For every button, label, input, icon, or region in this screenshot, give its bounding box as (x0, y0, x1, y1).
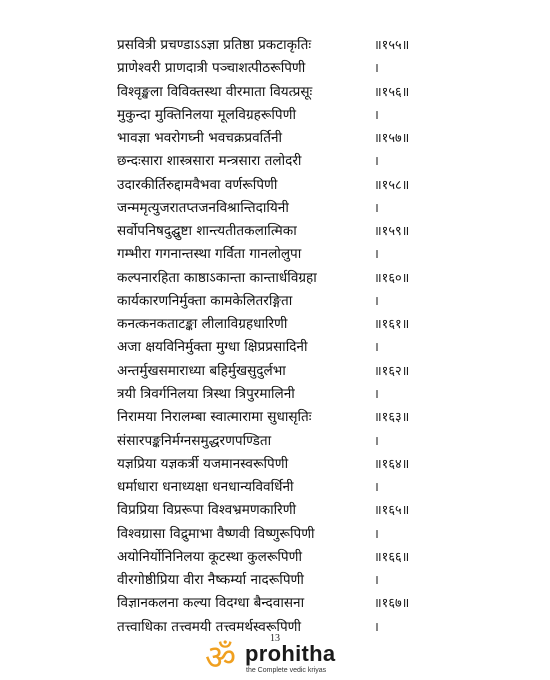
verse-text: संसारपङ्कनिर्मग्नसमुद्धरणपण्डिता (117, 432, 272, 449)
verse-line (117, 383, 527, 406)
verse-text: कनत्कनकताटङ्का लीलाविग्रहधारिणी (117, 316, 288, 333)
verse-number: ॥१५८॥ (374, 177, 410, 193)
verse-line (117, 336, 527, 359)
verse-line (117, 104, 527, 127)
verse-number: । (374, 433, 379, 449)
verse-number: । (374, 293, 379, 309)
verse-text: छन्दःसारा शास्त्रसारा मन्त्रसारा तलोदरी (117, 153, 302, 170)
verse-number: । (374, 154, 379, 170)
verse-text: गम्भीरा गगनान्तस्था गर्विता गानलोलुपा (117, 246, 302, 263)
verse-text: विप्रप्रिया विप्ररूपा विश्वभ्रमणकारिणी (117, 502, 297, 519)
verse-text: प्राणेश्वरी प्राणदात्री पञ्चाशत्पीठरूपिणी (117, 60, 306, 77)
verse-number: । (374, 480, 379, 496)
verse-line (117, 174, 527, 197)
verse-number: । (374, 247, 379, 263)
verse-line (117, 499, 527, 522)
verse-number: ॥१६२॥ (374, 363, 410, 379)
verse-line (117, 430, 527, 453)
verse-line (117, 313, 527, 336)
verse-text: अन्तर्मुखसमाराध्या बहिर्मुखसुदुर्लभा (117, 362, 286, 379)
verse-text: अजा क्षयविनिर्मुक्ता मुग्धा क्षिप्रप्रसादिनी (117, 339, 308, 356)
verse-number: ॥१६४॥ (374, 456, 410, 472)
verse-line (117, 360, 527, 383)
verse-number: । (374, 573, 379, 589)
verse-text: उदारकीर्तिरुद्दामवैभवा वर्णरूपिणी (117, 176, 278, 193)
verse-text: भावज्ञा भवरोगघ्नी भवचक्रप्रवर्तिनी (117, 130, 283, 147)
verse-line (117, 127, 527, 150)
verse-text: निरामया निरालम्बा स्वात्मारामा सुधासृतिः (117, 409, 312, 426)
verse-number: ॥१६७॥ (374, 596, 410, 612)
page-number: 13 (270, 633, 280, 644)
verse-line (117, 523, 527, 546)
verse-text: यज्ञप्रिया यज्ञकर्त्री यजमानस्वरूपिणी (117, 455, 289, 472)
verse-text: धर्माधारा धनाध्यक्षा धनधान्यविवर्धिनी (117, 479, 294, 496)
verse-text: तत्त्वाधिका तत्त्वमयी तत्त्वमर्थस्वरूपिणी (117, 618, 302, 635)
verse-number: ॥१५६॥ (374, 84, 410, 100)
verse-line (117, 220, 527, 243)
verse-number: । (374, 340, 379, 356)
verse-text: विज्ञानकलना कल्या विदग्धा बैन्दवासना (117, 595, 305, 612)
verse-text: अयोनिर्योनिनिलया कूटस्था कुलरूपिणी (117, 548, 302, 565)
verse-number: ॥१५९॥ (374, 224, 410, 240)
verse-text: विश्वग्रासा विद्रुमाभा वैष्णवी विष्णुरूपिणी (117, 525, 315, 542)
verse-line (117, 476, 527, 499)
verse-line (117, 197, 527, 220)
verse-number: । (374, 200, 379, 216)
verse-number: । (374, 526, 379, 542)
verse-line (117, 243, 527, 266)
verse-number: । (374, 619, 379, 635)
verse-line (117, 57, 527, 80)
verse-line (117, 592, 527, 615)
verse-line (117, 150, 527, 173)
verse-line (117, 290, 527, 313)
verse-text: वीरगोष्ठीप्रिया वीरा नैष्कर्म्या नादरूपिणी (117, 572, 304, 589)
verse-text: कार्यकारणनिर्मुक्ता कामकेलितरङ्गिता (117, 292, 293, 309)
verse-number: ॥१६१॥ (374, 317, 410, 333)
logo-tagline: the Complete vedic kriyas (246, 667, 327, 674)
logo-brand-name: prohitha (245, 641, 336, 666)
verse-number: ॥१६५॥ (374, 503, 410, 519)
verse-number: ॥१६०॥ (374, 270, 410, 286)
verse-number: । (374, 61, 379, 77)
verse-text: विश्वृङ्खला विविक्तस्था वीरमाता वियत्प्रसूः (117, 83, 313, 100)
om-icon: ॐ (205, 638, 237, 678)
verse-text: सर्वोपनिषदुद्घुष्टा शान्त्यतीतकलात्मिका (117, 223, 297, 240)
verse-text: प्रसवित्री प्रचण्डाऽऽज्ञा प्रतिष्ठा प्रकटाकृतिः (117, 37, 312, 53)
verse-text: कल्पनारहिता काष्ठाऽकान्ता कान्तार्धविग्रहा (117, 269, 317, 286)
verse-number: ॥१५५॥ (374, 38, 410, 53)
verse-line (117, 34, 527, 57)
verse-line (117, 453, 527, 476)
verse-line (117, 406, 527, 429)
verse-text: मुकुन्दा मुक्तिनिलया मूलविग्रहरूपिणी (117, 106, 296, 123)
verse-text: त्रयी त्रिवर्गनिलया त्रिस्था त्रिपुरमालिनी (117, 385, 295, 402)
verse-number: । (374, 107, 379, 123)
verse-list (117, 34, 527, 639)
verse-line (117, 546, 527, 569)
verse-line (117, 569, 527, 592)
verse-line (117, 81, 527, 104)
verse-text: जन्ममृत्युजरातप्तजनविश्रान्तिदायिनी (117, 199, 289, 216)
verse-number: ॥१६६॥ (374, 549, 410, 565)
verse-number: । (374, 386, 379, 402)
verse-line (117, 267, 527, 290)
verse-number: ॥१५७॥ (374, 131, 410, 147)
verse-number: ॥१६३॥ (374, 410, 410, 426)
